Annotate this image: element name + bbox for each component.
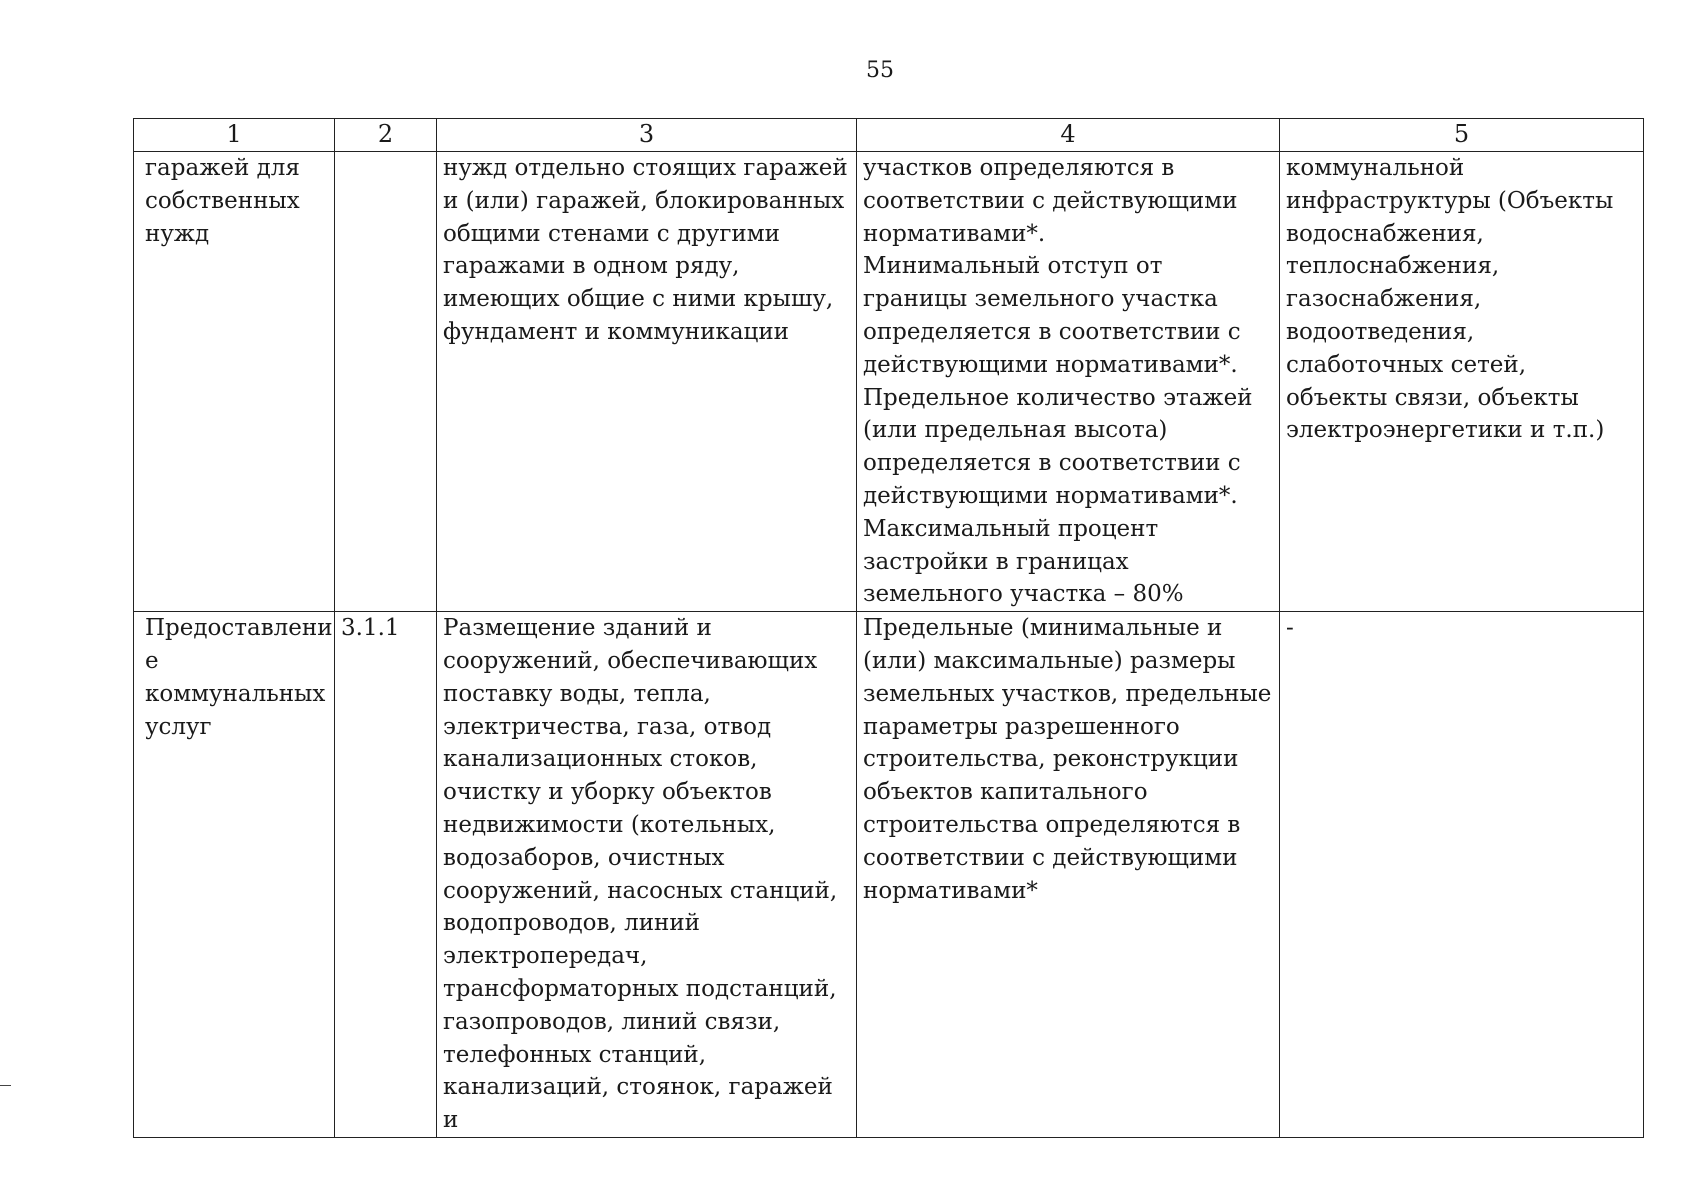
- cell-text: участков определяются в соответствии с действующими нормативами*. Минимальный отступ от границы земельного участка определяется в соответствии с действующими нормативами*. Предельное количество этажей (или предельная высота) определяется в соответствии с действующими нормативами*. Максимальный процент застройки в границах земельного участка – 80%: [863, 155, 1253, 608]
- cell-text: Предельные (минимальные и (или) максимальные) размеры земельных участков, предельные параметры разрешенного строительства, реконструкции объектов капитального строительства определяются в соответствии с действующими нормативами*: [863, 615, 1272, 904]
- column-header-1: 1: [134, 119, 335, 152]
- table-header-row: [134, 119, 1644, 152]
- page-number: 55: [866, 58, 894, 83]
- cell-text: Размещение зданий и сооружений, обеспечивающих поставку воды, тепла, электричества, газа, отвод канализационных стоков, очистку и уборку объектов недвижимости (котельных, водозаборов, очистных сооружений, насосных станций, водопроводов, линий электропередач, трансформаторных подстанций, газопроводов, линий связи, телефонных станций, канализаций, стоянок, гаражей и: [443, 615, 838, 1134]
- cell-text: гаражей для собственных нужд: [145, 155, 300, 247]
- table-header: [134, 119, 1644, 152]
- cell-text: коммунальной инфраструктуры (Объекты водоснабжения, теплоснабжения, газоснабжения, водоотведения, слаботочных сетей, объекты связи, объекты электроэнергетики и т.п.): [1286, 155, 1614, 444]
- cell-notes: [1280, 612, 1644, 1138]
- cell-text: нужд отдельно стоящих гаражей и (или) гаражей, блокированных общими стенами с другими гаражами в одном ряду, имеющих общие с ними крышу, фундамент и коммуникации: [443, 155, 848, 345]
- column-header-4: 4: [857, 119, 1280, 152]
- cell-parameters: [857, 152, 1280, 612]
- cell-text: -: [1286, 615, 1294, 642]
- cell-use-type-code: [335, 152, 437, 612]
- cell-text: 3.1.1: [341, 615, 400, 642]
- scan-edge-mark: [0, 1085, 11, 1086]
- column-header-2: 2: [335, 119, 437, 152]
- cell-use-description: [437, 612, 857, 1138]
- table-row: [134, 612, 1644, 1138]
- cell-use-type-code: [335, 612, 437, 1138]
- column-header-3: 3: [437, 119, 857, 152]
- cell-notes: [1280, 152, 1644, 612]
- column-header-5: 5: [1280, 119, 1644, 152]
- cell-use-description: [437, 152, 857, 612]
- cell-text: Предоставлени е коммунальных услуг: [145, 615, 333, 740]
- table-row: [134, 152, 1644, 612]
- cell-use-type-name: [134, 152, 335, 612]
- regulations-table: [133, 118, 1644, 1138]
- cell-parameters: [857, 612, 1280, 1138]
- cell-use-type-name: [134, 612, 335, 1138]
